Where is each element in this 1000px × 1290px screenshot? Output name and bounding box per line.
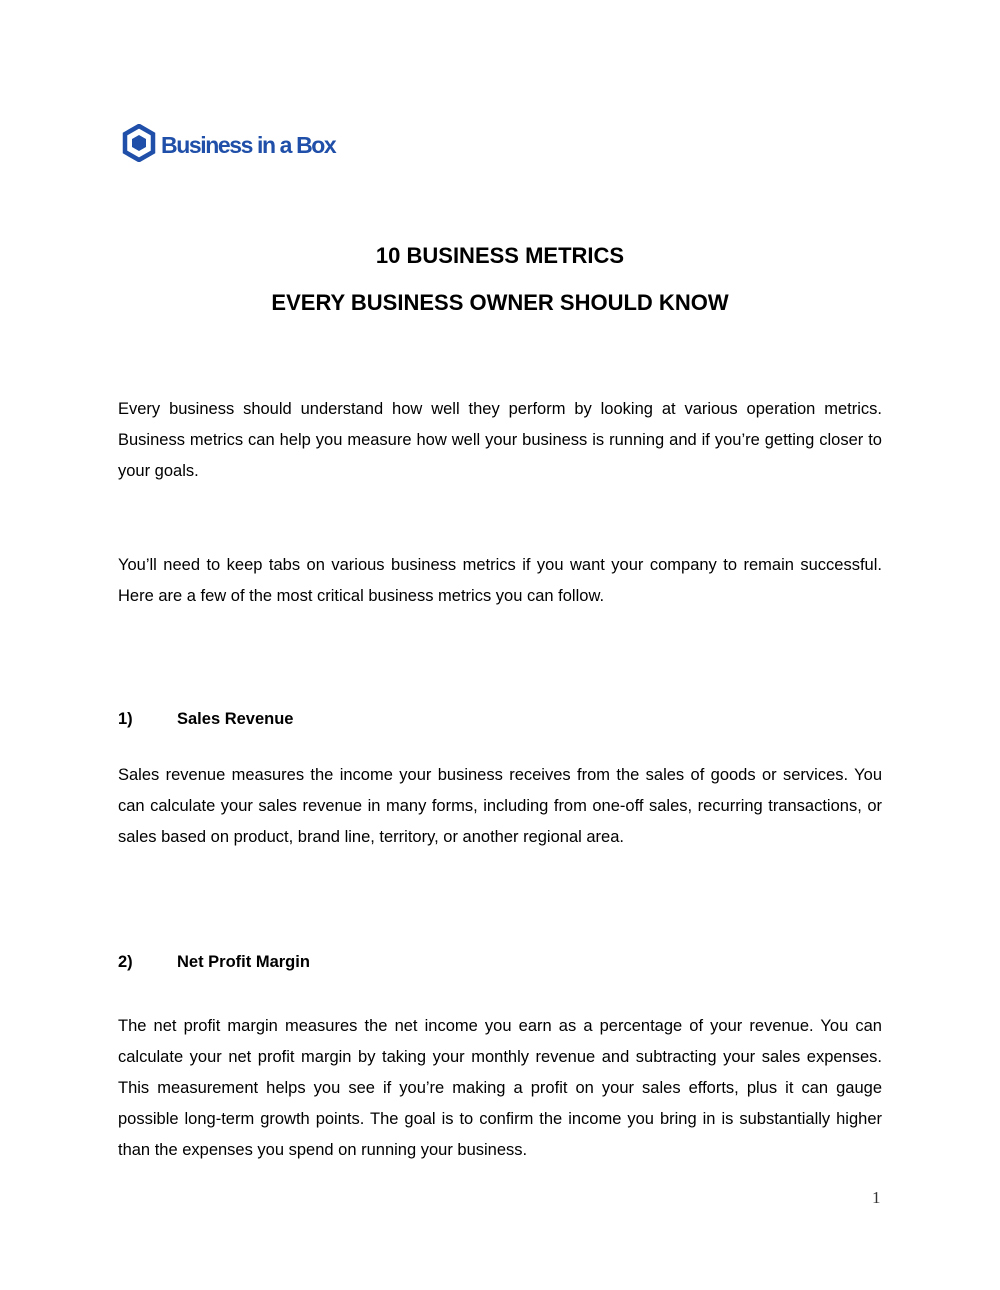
section-heading-1 (118, 710, 293, 729)
section-number: 2) (118, 953, 133, 971)
document-title-line-1: 10 BUSINESS METRICS (375, 243, 625, 268)
section-body-2: The net profit margin measures the net income you earn as a percentage of your revenue. You can calculate your net profit margin by taking your monthly revenue and subtracting your sales expenses. This measurement helps you see if you’re making a profit on your sales efforts, plus it can gauge possible long-term growth points. The goal is to confirm the income you bring in is substantially higher than the expenses you spend on running your business. (118, 1017, 882, 1159)
section-title: Sales Revenue (177, 710, 294, 728)
intro-paragraph-1: Every business should understand how well they perform by looking at various operation metrics. Business metrics can help you measure how well your business is running and if you’re getting closer to your goals. (118, 400, 882, 480)
document-title-line-2: EVERY BUSINESS OWNER SHOULD KNOW (271, 290, 729, 315)
logo-text: Business in a Box (161, 131, 336, 158)
section-body-1: Sales revenue measures the income your business receives from the sales of goods or services. You can calculate your sales revenue in many forms, including from one-off sales, recurring transactions, or sales based on product, brand line, territory, or another regional area. (118, 766, 882, 846)
page-number: 1 (872, 1188, 881, 1207)
section-title: Net Profit Margin (177, 953, 310, 971)
hexagon-cube-icon (122, 124, 156, 167)
section-heading-2 (118, 953, 310, 972)
intro-paragraph-2: You’ll need to keep tabs on various business metrics if you want your company to remain successful. Here are a few of the most critical business metrics you can follow. (118, 556, 882, 605)
logo (122, 126, 335, 164)
section-number: 1) (118, 710, 133, 728)
